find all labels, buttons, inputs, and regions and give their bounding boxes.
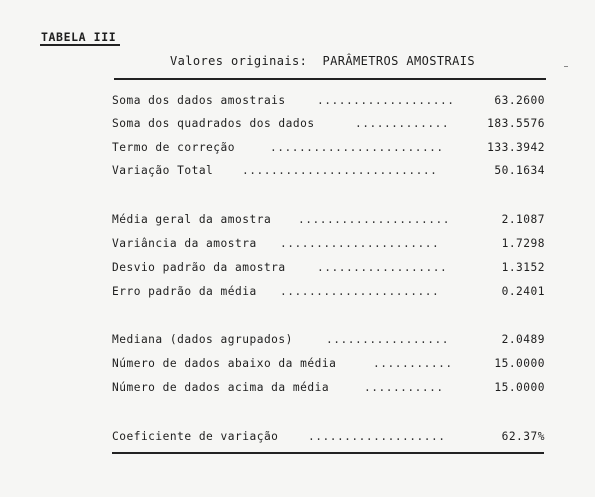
- row-label: Soma dos quadrados dos dados: [112, 117, 315, 130]
- row-value: 63.2600: [494, 94, 545, 107]
- row-leader-dots: ......................: [280, 237, 440, 250]
- table-row: [112, 164, 545, 180]
- row-leader-dots: ..................: [317, 261, 448, 274]
- row-leader-dots: .................: [326, 333, 450, 346]
- table-label: TABELA III: [41, 30, 117, 44]
- row-value: 1.7298: [501, 237, 545, 250]
- row-leader-dots: ........................: [270, 141, 444, 154]
- row-label: Número de dados acima da média: [112, 381, 330, 394]
- table-label-underline: [40, 44, 120, 46]
- table-row: [112, 117, 545, 133]
- row-label: Média geral da amostra: [112, 213, 272, 226]
- row-value: 1.3152: [501, 261, 545, 274]
- table-row: [112, 357, 545, 373]
- row-value: 2.1087: [501, 213, 545, 226]
- row-leader-dots: ...........: [364, 381, 444, 394]
- row-label: Variação Total: [112, 164, 214, 177]
- row-leader-dots: .....................: [298, 213, 450, 226]
- row-label: Número de dados abaixo da média: [112, 357, 337, 370]
- table-row: [112, 237, 545, 253]
- table-row: [112, 213, 545, 229]
- table-row: [112, 285, 545, 301]
- row-value: 0.2401: [501, 285, 545, 298]
- scan-mark: [564, 66, 568, 67]
- table-row: [112, 261, 545, 277]
- row-label: Variância da amostra: [112, 237, 257, 250]
- row-value: 50.1634: [494, 164, 545, 177]
- row-label: Erro padrão da média: [112, 285, 257, 298]
- row-leader-dots: ...........................: [242, 164, 438, 177]
- table-row: [112, 94, 545, 110]
- row-label: Termo de correção: [112, 141, 236, 154]
- row-leader-dots: ...................: [317, 94, 455, 107]
- row-value: 62.37%: [501, 430, 545, 443]
- table-row: [112, 333, 545, 349]
- row-leader-dots: ...........: [373, 357, 453, 370]
- top-rule: [114, 78, 546, 80]
- row-value: 15.0000: [494, 357, 545, 370]
- row-leader-dots: ......................: [280, 285, 440, 298]
- table-row: [112, 430, 545, 446]
- row-value: 2.0489: [501, 333, 545, 346]
- row-label: Desvio padrão da amostra: [112, 261, 286, 274]
- row-value: 183.5576: [487, 117, 545, 130]
- row-label: Coeficiente de variação: [112, 430, 279, 443]
- row-value: 133.3942: [487, 141, 545, 154]
- row-label: Soma dos dados amostrais: [112, 94, 286, 107]
- bottom-rule: [112, 452, 544, 454]
- table-row: [112, 141, 545, 157]
- row-leader-dots: ...................: [308, 430, 446, 443]
- table-subtitle: Valores originais: PARÂMETROS AMOSTRAIS: [170, 54, 475, 68]
- row-label: Mediana (dados agrupados): [112, 333, 293, 346]
- table-row: [112, 381, 545, 397]
- row-leader-dots: .............: [355, 117, 450, 130]
- row-value: 15.0000: [494, 381, 545, 394]
